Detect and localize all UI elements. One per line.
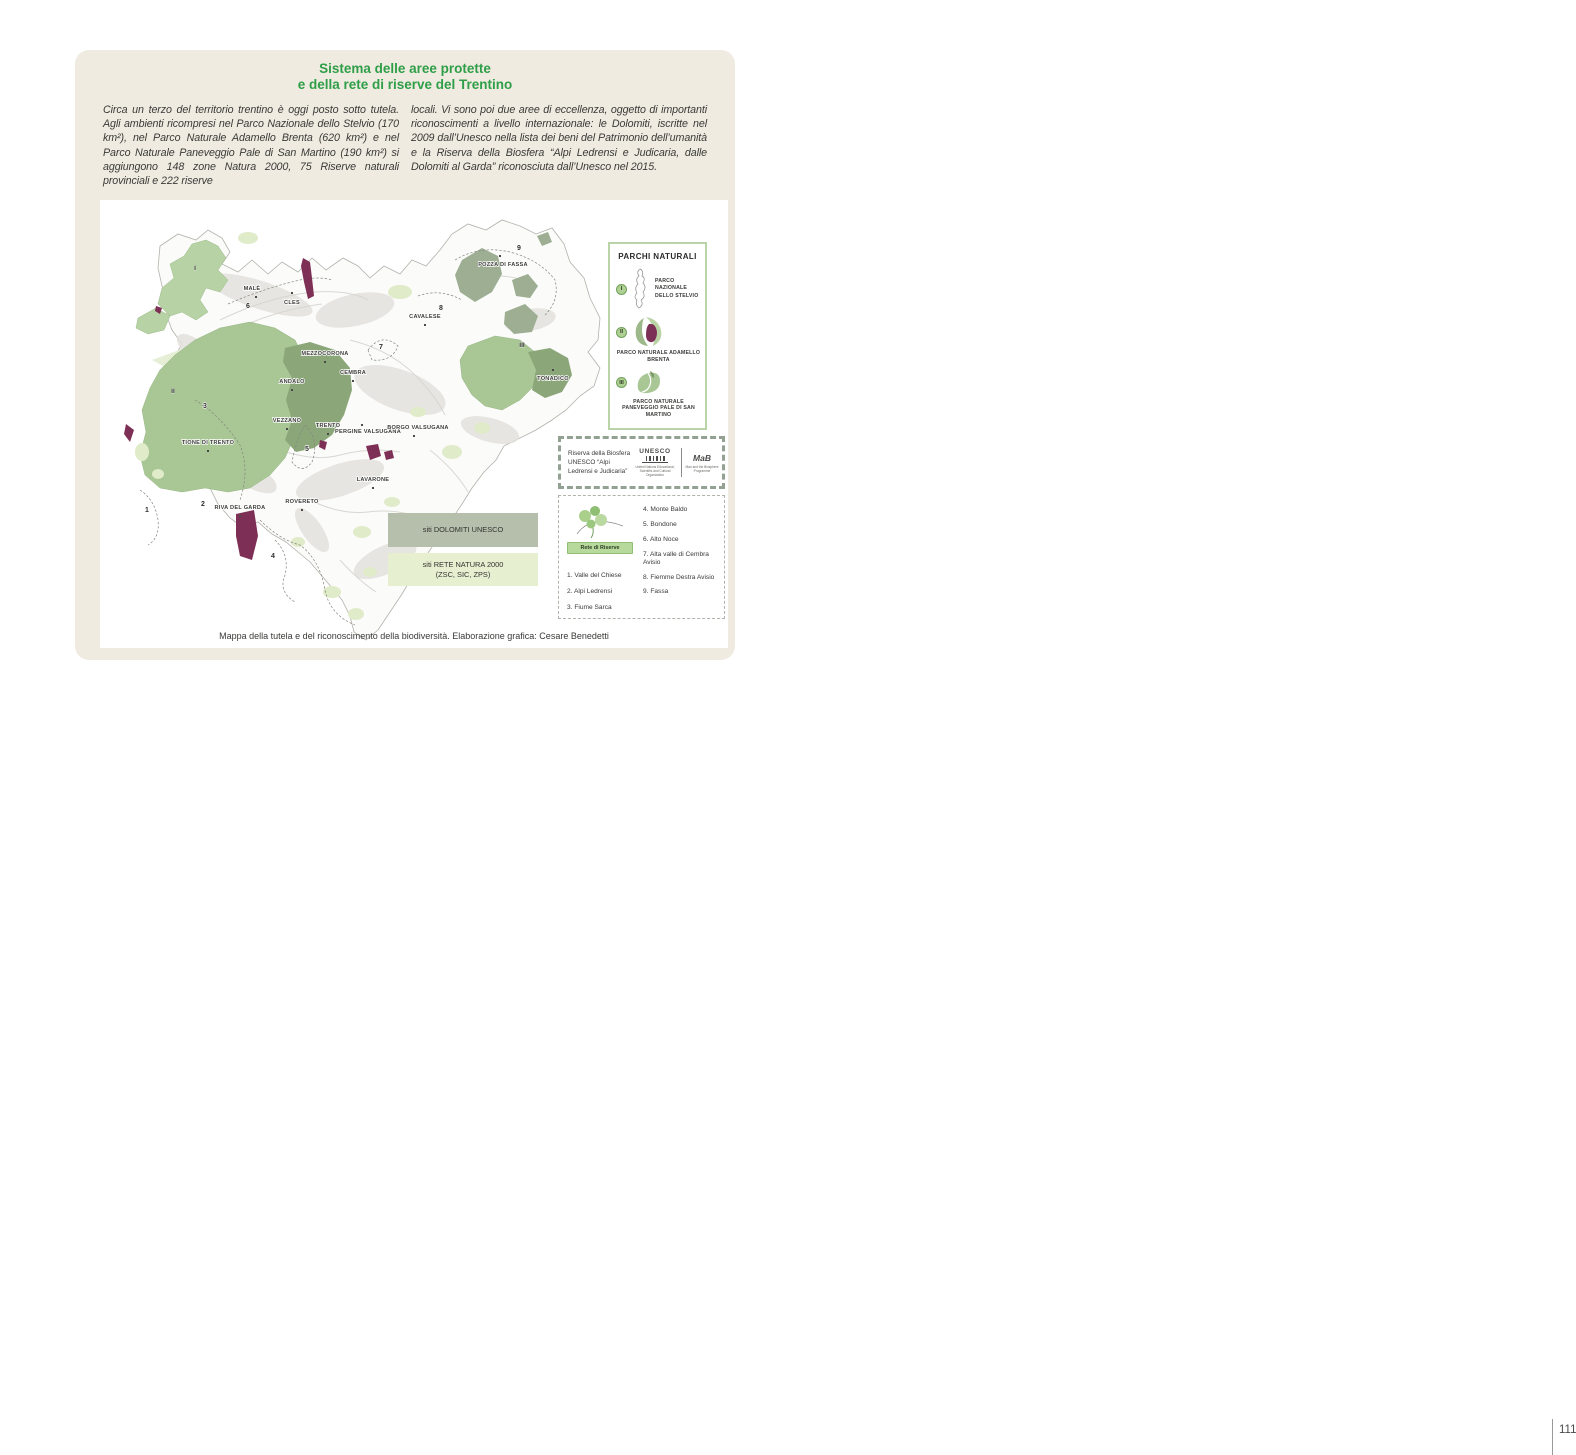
legend-swatch-dolomiti-unesco: siti DOLOMITI UNESCO [388,513,538,547]
legend-swatch-rete-natura-2000: siti RETE NATURA 2000 (ZSC, SIC, ZPS) [388,553,538,586]
city-label: LAVARONE [356,477,390,483]
stelvio-park-outline-icon [631,267,651,311]
city-label: MALÈ [243,286,261,292]
rete-item: 2. Alpi Ledrensi [567,587,613,595]
mab-logo: MaB Man and the Biosphere Programme [682,453,722,473]
intro-text [103,103,707,188]
paneveggio-logo-icon [632,369,664,397]
city-label: BORGO VALSUGANA [387,425,449,431]
rete-item: 4. Monte Baldo [643,506,688,513]
city-label: TONADICO [537,376,569,382]
page-number-rule [1552,1419,1553,1455]
city-dot [361,424,363,426]
city-dot [413,435,415,437]
park-numeral: II [171,388,175,395]
area-number: 8 [439,305,443,312]
rete-list-left [567,572,637,620]
page-number: 111 [1559,1424,1576,1436]
map-figure [100,200,728,648]
city-dot [424,324,426,326]
unesco-logo: UNESCO United Nations Educational, Scientific and Cultural Organization [632,448,682,477]
rete-item: 8. Fiemme Destra Avisio [643,573,715,581]
rete-di-riserve-box [558,495,725,619]
unesco-biosphere-box [558,436,725,489]
legend-item-paneveggio [610,364,705,419]
unesco-biosphere-label: Riserva della Biosfera UNESCO “Alpi Ledrensi e Judicaria” [568,449,631,476]
rete-item: 6. Alto Noce [643,535,679,543]
city-dot [352,380,354,382]
legend-parchi-title: PARCHI NATURALI [618,252,697,261]
trentino-map [100,200,620,648]
area-number: 9 [517,245,521,252]
legend-item-stelvio [610,261,705,311]
area-number: 3 [203,403,207,410]
title-line-1: Sistema delle aree protette [319,61,491,76]
city-label: TIONE DI TRENTO [181,440,235,446]
city-label: CEMBRA [339,370,367,376]
legend-label-stelvio: PARCO NAZIONALE DELLO STELVIO [655,278,699,299]
area-number: 7 [379,344,383,351]
city-label: TRENTO [315,423,341,429]
city-dot [372,487,374,489]
area-number: 6 [246,303,250,310]
city-label: CLES [284,300,300,306]
city-dot [291,389,293,391]
badge-numeral-II: II [616,327,627,338]
city-dot [499,255,501,257]
intro-column-right: locali. Vi sono poi due aree di eccellenza, oggetto di importanti riconoscimenti a livello internazionale: le Dolomiti, iscritte nel 2009 dall’Unesco nella lista dei beni del Patrimonio dell’umanità e la Riserva della Biosfera “Alpi Ledrensi e Judicaria, dalle Dolomiti al Garda” riconosciuta dall’Unesco nel 2015. [411,104,707,173]
legend-label-paneveggio: PARCO NATURALE PANEVEGGIO PALE DI SAN MARTINO [622,398,695,418]
city-label: CAVALESE [409,314,441,320]
rete-di-riserve-logo-icon [571,504,629,540]
title-line-2: e della rete di riserve del Trentino [297,76,513,92]
adamello-brenta-logo-icon [632,316,666,348]
rete-item: 5. Bondone [643,520,677,528]
city-dot [327,433,329,435]
rete-item: 1. Valle del Chiese [567,572,622,579]
city-label: ROVERETO [285,499,319,505]
area-number: 1 [145,507,149,514]
area-number: 5 [305,446,309,453]
city-label: PERGINE VALSUGANA [335,429,401,435]
content-panel [75,50,735,660]
city-label: RIVA DEL GARDA [214,505,266,511]
badge-numeral-III: III [616,377,627,388]
park-numeral: III [519,342,525,349]
city-dot [291,292,293,294]
stelvio-park-area-sw [136,308,170,334]
city-label: MEZZOCORONA [301,351,349,357]
city-dot [239,515,241,517]
city-label: POZZA DI FASSA [478,262,528,268]
legend-label-adamello: PARCO NATURALE ADAMELLO BRENTA [616,350,701,363]
map-caption: Mappa della tutela e del riconoscimento della biodiversità. Elaborazione grafica: Cesare Benedetti [219,631,609,641]
unesco-logo-subtext: United Nations Educational, Scientific and Cultural Organization [635,465,675,477]
unesco-logos [632,439,722,486]
city-label: VEZZANO [272,418,302,424]
city-dot [207,450,209,452]
park-numeral: I [194,265,196,272]
rete-item: 3. Fiume Sarca [567,603,612,611]
lake-garda [236,510,258,560]
area-number: 4 [271,553,275,560]
city-dot [552,369,554,371]
city-dot [255,296,257,298]
rete-item: 9. Fassa [643,588,669,596]
area-number: 2 [201,501,205,508]
page-title [75,61,735,92]
rete-item: 7. Alta valle di Cembra Avisio [643,550,709,566]
city-dot [324,361,326,363]
badge-numeral-I: I [616,284,627,295]
unesco-temple-columns [632,456,678,461]
rete-di-riserve-tag: Rete di Riserve [567,542,633,554]
city-label: ANDALO [279,379,305,385]
intro-column-left: Circa un terzo del territorio trentino è oggi posto sotto tutela. Agli ambienti ricompresi nel Parco Nazionale dello Stelvio (170 km²), nel Parco Naturale Adamello Brenta (620 km²) e nel Parco Naturale Paneveggio Pale di San Martino (190 km²) si aggiungono 148 zone Natura 2000, 75 Riserve naturali provinciali e 222 riserve [103,104,399,188]
city-dot [301,509,303,511]
mab-logo-subtext: Man and the Biosphere Programme [685,464,719,473]
city-dot [286,428,288,430]
lake-idro [124,424,134,442]
rete-list-right [643,506,721,603]
legend-parchi-naturali [608,242,707,430]
rete-logo-block [567,504,633,554]
legend-item-adamello [610,311,705,364]
